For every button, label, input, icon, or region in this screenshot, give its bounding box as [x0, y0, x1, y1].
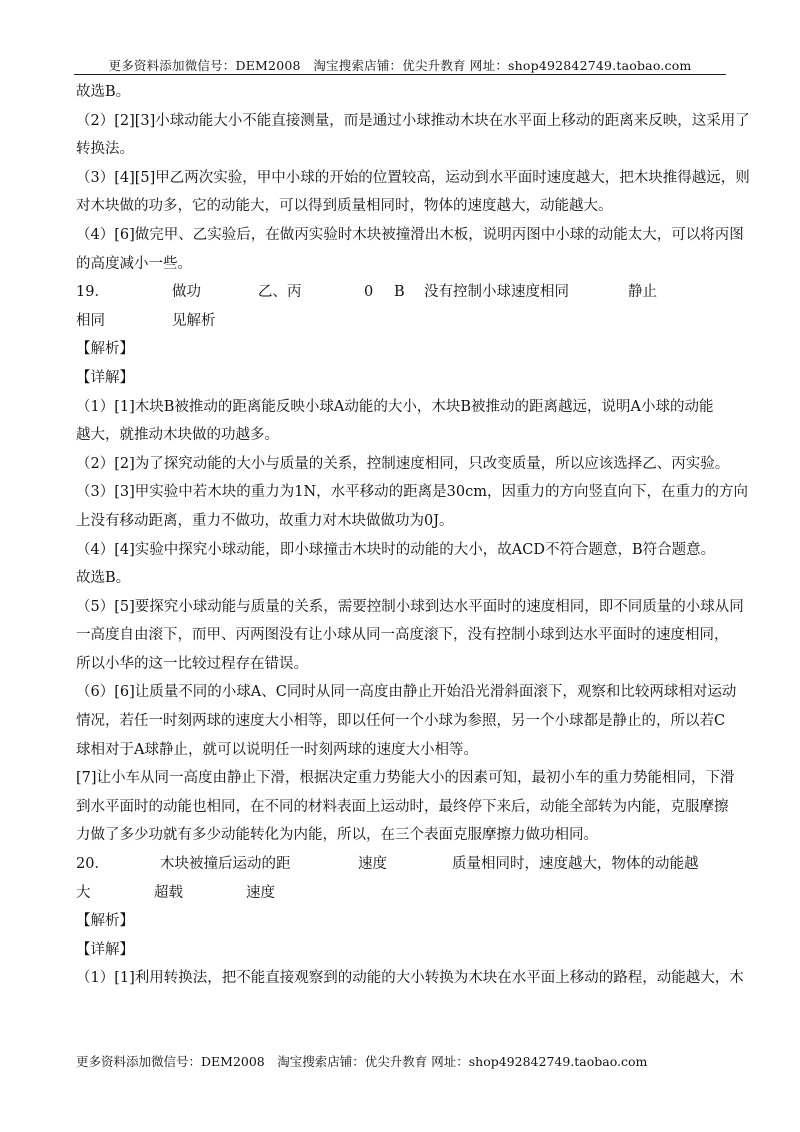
- answer-blank: 0: [364, 284, 374, 301]
- answer-blank: 做功: [172, 284, 201, 301]
- text-line: 情况，若任一时刻两球的速度大小相等，即以任何一个小球为参照，另一个小球都是静止的，所以若C: [76, 713, 726, 730]
- section-label: 【解析】: [76, 913, 134, 930]
- section-label: 【详解】: [76, 941, 134, 958]
- answer-blank: 没有控制小球速度相同: [424, 284, 569, 301]
- header-divider: [74, 74, 726, 75]
- page-header: 更多资料添加微信号：DEM2008 淘宝搜索店铺：优尖升教育 网址：shop492842749.taobao.com: [108, 58, 692, 73]
- answer-row-20: [76, 850, 726, 879]
- answer-blank: 速度: [246, 884, 275, 901]
- text-line: 的高度减小一些。: [76, 255, 192, 272]
- text-line: （2）[2][3]小球动能大小不能直接测量，而是通过小球推动木块在水平面上移动的距离来反映，这采用了: [76, 112, 750, 129]
- answer-blank: 超载: [154, 884, 183, 901]
- text-line: 所以小华的这一比较过程存在错误。: [76, 655, 308, 672]
- answer-blank: 速度: [358, 856, 387, 873]
- text-line: 越大，就推动木块做的功越多。: [76, 427, 279, 444]
- document-body: [76, 78, 750, 993]
- answer-blank: B: [394, 284, 405, 301]
- text-line: 故选B。: [76, 84, 131, 100]
- text-line: （4）[4]实验中探究小球动能，即小球撞击木块时的动能的大小，故ACD不符合题意，B符合题意。: [76, 541, 716, 558]
- text-line: （3）[3]甲实验中若木块的重力为1N，水平移动的距离是30cm，因重力的方向竖直向下，在重力的方向: [76, 484, 748, 501]
- text-line: （1）[1]利用转换法，把不能直接观察到的动能的大小转换为木块在水平面上移动的路程，动能越大，木: [76, 970, 744, 987]
- text-line: 一高度自由滚下，而甲、丙两图没有让小球从同一高度滚下，没有控制小球到达水平面时的速度相同，: [76, 627, 729, 644]
- text-line: （6）[6]让质量不同的小球A、C同时从同一高度由静止开始沿光滑斜面滚下，观察和比较两球相对运动: [76, 684, 737, 701]
- question-number: 19．: [76, 284, 109, 301]
- section-label: 【解析】: [76, 341, 134, 358]
- text-line: （4）[6]做完甲、乙实验后，在做丙实验时木块被撞滑出木板，说明丙图中小球的动能太大，可以将丙图: [76, 226, 744, 243]
- text-line: 力做了多少功就有多少动能转化为内能，所以，在三个表面克服摩擦力做功相同。: [76, 827, 598, 844]
- answer-blank: 乙、丙: [258, 284, 302, 301]
- text-line: （2）[2]为了探究动能的大小与质量的关系，控制速度相同，只改变质量，所以应该选择乙、丙实验。: [76, 455, 730, 472]
- section-label: 【详解】: [76, 369, 134, 386]
- answer-blank: 见解析: [172, 312, 216, 329]
- answer-blank: 大: [76, 884, 91, 901]
- answer-row-20-cont: [76, 879, 726, 908]
- answer-blank: 质量相同时，速度越大，物体的动能越: [452, 856, 699, 873]
- answer-row-19-cont: [76, 307, 726, 336]
- text-line: 故选B。: [76, 570, 131, 587]
- text-line: 球相对于A球静止，就可以说明任一时刻两球的速度大小相等。: [76, 741, 478, 758]
- text-line: （3）[4][5]甲乙两次实验，甲中小球的开始的位置较高，运动到水平面时速度越大，把木块推得越远，则: [76, 169, 750, 186]
- answer-blank: 木块被撞后运动的距: [160, 856, 291, 873]
- text-line: 到水平面时的动能也相同，在不同的材料表面上运动时，最终停下来后，动能全部转为内能，克服摩擦: [76, 798, 729, 815]
- answer-blank: 静止: [628, 284, 657, 301]
- answer-row-19: [76, 278, 726, 307]
- text-line: （1）[1]木块B被推动的距离能反映小球A动能的大小，木块B被推动的距离越远，说明A小球的动能: [76, 398, 714, 415]
- page-footer: 更多资料添加微信号：DEM2008 淘宝搜索店铺：优尖升教育 网址：shop492842749.taobao.com: [76, 1054, 648, 1069]
- answer-blank: 相同: [76, 312, 105, 329]
- text-line: [7]让小车从同一高度由静止下滑，根据决定重力势能大小的因素可知，最初小车的重力势能相同，下滑: [76, 770, 735, 787]
- question-number: 20．: [76, 856, 109, 873]
- text-line: （5）[5]要探究小球动能与质量的关系，需要控制小球到达水平面时的速度相同，即不同质量的小球从同: [76, 598, 744, 615]
- text-line: 上没有移动距离，重力不做功，故重力对木块做做功为0J。: [76, 512, 454, 529]
- text-line: 转换法。: [76, 141, 134, 158]
- text-line: 对木块做的功多，它的动能大，可以得到质量相同时，物体的速度越大，动能越大。: [76, 198, 613, 215]
